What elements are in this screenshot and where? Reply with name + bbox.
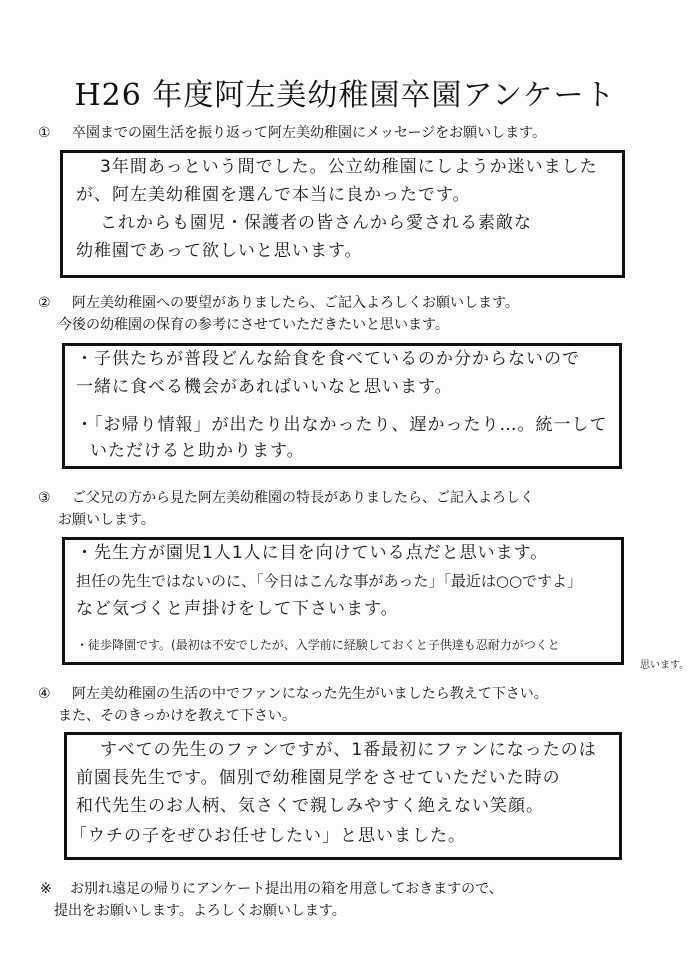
question-number: ① (38, 125, 51, 141)
question-2 (38, 292, 519, 336)
answer-line: いただけると助かります。 (90, 441, 305, 461)
answer-line: ・徒歩降園です。(最初は不安でしたが、入学前に経験しておくと子供達も忍耐力がつくと (76, 638, 560, 652)
answer-line: が、阿左美幼稚園を選んで本当に良かったです。 (76, 185, 471, 205)
answer-line: 和代先生のお人柄、気さくで親しみやすく絶えない笑顔。 (76, 796, 544, 816)
answer-line: すべての先生のファンですが、1番最初にファンになったのは (100, 740, 597, 760)
answer-line: ・先生方が園児1人1人に目を向けている点だと思います。 (76, 543, 549, 563)
question-number: ④ (38, 686, 51, 702)
answer-line: ・「お帰り情報」が出たり出なかったり、遅かったり…。統一して (76, 415, 608, 435)
question-text: 阿左美幼稚園の生活の中でファンになった先生がいましたら教えて下さい。 (72, 686, 548, 702)
answer-line: 前園長先生です。個別で幼稚園見学をさせていただいた時の (76, 768, 561, 788)
answer-line: 担任の先生ではないのに、「今日はこんな事があった」「最近は○○ですよ」 (76, 572, 583, 590)
answer-line: 幼稚園であって欲しいと思います。 (76, 241, 363, 261)
question-1 (38, 122, 546, 144)
question-text: 阿左美幼稚園への要望がありましたら、ご記入よろしくお願いします。 (72, 295, 519, 311)
page-title: H26 年度阿左美幼稚園卒園アンケート (74, 78, 616, 114)
footer-note (40, 878, 503, 922)
answer-line: ・子供たちが普段どんな給食を食べているのか分からないので (76, 349, 580, 369)
answer-line: 3年間あっという間でした。公立幼稚園にしようか迷いました (100, 157, 598, 177)
question-3 (38, 487, 534, 531)
answer-line: 一緒に食べる機会があればいいなと思います。 (76, 377, 453, 397)
question-text: 卒園までの園生活を振り返って阿左美幼稚園にメッセージをお願いします。 (72, 125, 547, 141)
question-text: お願いします。 (58, 512, 155, 528)
note-text: 提出をお願いします。よろしくお願いします。 (54, 903, 346, 919)
answer-line: など気づくと声掛けをして下さいます。 (76, 599, 399, 619)
question-text: 今後の幼稚園の保育の参考にさせていただきたいと思います。 (58, 317, 449, 333)
note-mark: ※ (40, 881, 52, 897)
question-number: ② (38, 295, 51, 311)
question-text: また、そのきっかけを教えて下さい。 (58, 708, 296, 724)
question-text: ご父兄の方から見た阿左美幼稚園の特長がありましたら、ご記入よろしく (72, 490, 534, 506)
note-text: お別れ遠足の帰りにアンケート提出用の箱を用意しておきますので、 (70, 881, 503, 897)
answer-line: これからも園児・保護者の皆さんから愛される素敵な (100, 213, 532, 233)
question-4 (38, 683, 548, 727)
question-number: ③ (38, 490, 51, 506)
answer-overflow-note: 思います。 (640, 660, 690, 671)
answer-line: 「ウチの子をぜひお任せしたい」と思いました。 (70, 826, 466, 846)
